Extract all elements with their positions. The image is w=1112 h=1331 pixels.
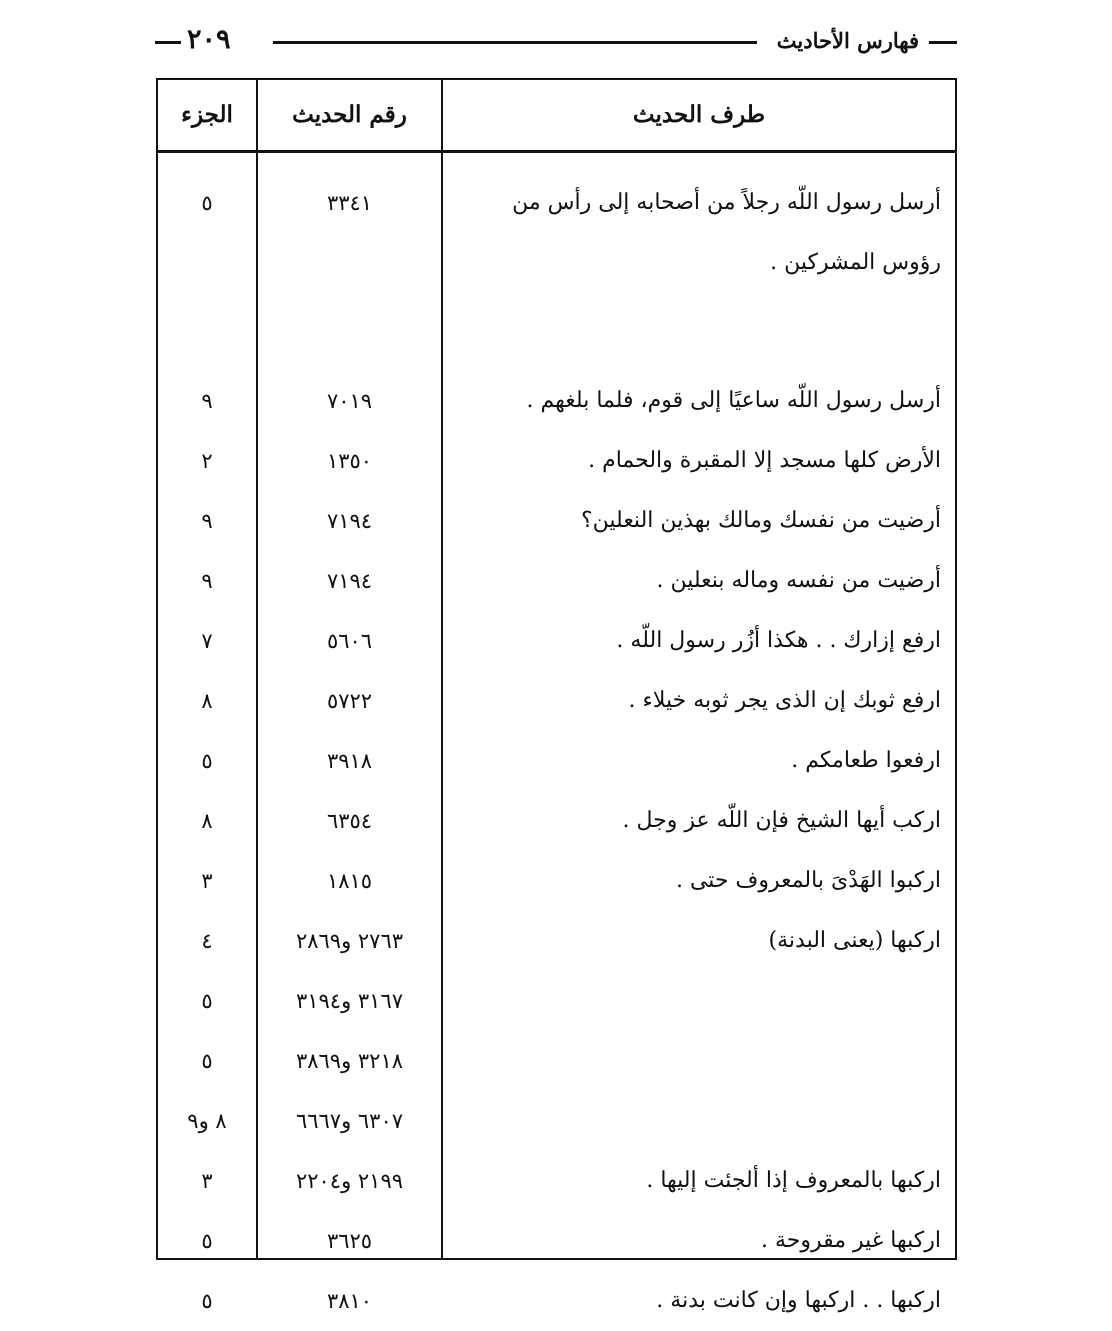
volume-part: ٤ (201, 929, 213, 953)
volume-part: ٥ (201, 1289, 213, 1313)
table-row (158, 431, 955, 491)
hadith-index-table (156, 78, 957, 1313)
volume-part: ٥ (201, 989, 213, 1013)
hadith-text: ارفع إزارك . . هكذا أزُر رسول اللّه . (616, 628, 941, 653)
hadith-text: اركبها (يعنى البدنة) (768, 928, 941, 953)
hadith-number: ٧١٩٤ (326, 509, 373, 533)
volume-part: ٧ (201, 629, 213, 653)
hadith-text (451, 971, 941, 1031)
hadith-text (451, 1091, 941, 1151)
hadith-number: ٣٦٢٥ (326, 1229, 373, 1253)
hadith-number: ٦٣٥٤ (326, 809, 373, 833)
hadith-text: الأرض كلها مسجد إلا المقبرة والحمام . (588, 448, 941, 473)
table-row (158, 731, 955, 791)
hadith-number: ٣٣٤١ (326, 191, 373, 215)
hadith-number: ٢١٩٩ و٢٢٠٤ (295, 1169, 404, 1193)
table-row (158, 551, 955, 611)
hadith-number: ١٨١٥ (326, 869, 373, 893)
running-header (155, 26, 957, 58)
table-row (158, 611, 955, 671)
volume-part: ٩ (201, 569, 213, 593)
hadith-text: أرسل رسول اللّه ساعيًا إلى قوم، فلما بلغهم . (526, 388, 941, 413)
hadith-number: ٢٧٦٣ و٢٨٦٩ (295, 929, 404, 953)
hadith-number: ١٣٥٠ (326, 449, 373, 473)
header-rule-right (929, 41, 957, 44)
column-header-part: الجزء (181, 101, 233, 128)
table-row (158, 1151, 955, 1211)
hadith-number: ٣٨١٠ (326, 1289, 373, 1313)
volume-part: ٣ (201, 1169, 213, 1193)
table-row (158, 971, 955, 1031)
hadith-number: ٣٢١٨ و٣٨٦٩ (295, 1049, 404, 1073)
hadith-number: ٣٩١٨ (326, 749, 373, 773)
table-header (158, 80, 955, 150)
table-row (158, 491, 955, 551)
table-row (158, 791, 955, 851)
column-header-number: رقم الحديث (292, 101, 407, 128)
table-row (158, 1031, 955, 1091)
header-rule-middle (273, 41, 757, 44)
hadith-text: اركبها بالمعروف إذا ألجئت إليها . (646, 1168, 941, 1193)
table-row (158, 671, 955, 731)
hadith-number: ٣١٦٧ و٣١٩٤ (295, 989, 404, 1013)
hadith-number: ٥٧٢٢ (326, 689, 373, 713)
hadith-number: ٦٣٠٧ و٦٦٦٧ (295, 1109, 404, 1133)
hadith-text: ارفع ثوبك إن الذى يجر ثوبه خيلاء . (628, 688, 941, 713)
header-rule-left (155, 41, 181, 44)
hadith-text: اركب أيها الشيخ فإن اللّه عز وجل . (622, 808, 941, 833)
hadith-text (451, 1031, 941, 1091)
hadith-text: أرضيت من نفسه وماله بنعلين . (656, 568, 941, 593)
table-row (158, 1271, 955, 1331)
volume-part: ٨ (201, 809, 213, 833)
volume-part: ٨ (201, 689, 213, 713)
header-title: فهارس الأحاديث (776, 28, 919, 53)
hadith-text: أرسل رسول اللّه رجلاً من أصحابه إلى رأس من رؤوس المشركين . (512, 190, 941, 275)
volume-part: ٩ (201, 389, 213, 413)
volume-part: ٣ (201, 869, 213, 893)
volume-part: ٥ (201, 749, 213, 773)
table-row (158, 371, 955, 431)
volume-part: ٢ (201, 449, 213, 473)
volume-part: ٥ (201, 1229, 213, 1253)
volume-part: ٩ (201, 509, 213, 533)
volume-part: ٥ (201, 191, 213, 215)
volume-part: ٨ و٩ (187, 1109, 227, 1133)
hadith-number: ٥٦٠٦ (326, 629, 373, 653)
hadith-number: ٧٠١٩ (326, 389, 373, 413)
table-row (158, 851, 955, 911)
hadith-text: ارفعوا طعامكم . (791, 748, 941, 773)
hadith-text: أرضيت من نفسك ومالك بهذين النعلين؟ (580, 508, 941, 533)
hadith-text: اركبوا الهَدْىَ بالمعروف حتى . (675, 868, 941, 893)
table-row (158, 173, 955, 275)
table-row (158, 1211, 955, 1271)
column-header-text: طرف الحديث (632, 101, 766, 128)
page-number: ٢٠٩ (187, 24, 231, 55)
table-row (158, 1091, 955, 1151)
hadith-text: اركبها . . اركبها وإن كانت بدنة . (656, 1288, 941, 1313)
hadith-number: ٧١٩٤ (326, 569, 373, 593)
hadith-text: اركبها غير مقروحة . (760, 1228, 941, 1253)
volume-part: ٥ (201, 1049, 213, 1073)
header-divider (158, 150, 955, 153)
table-row (158, 911, 955, 971)
